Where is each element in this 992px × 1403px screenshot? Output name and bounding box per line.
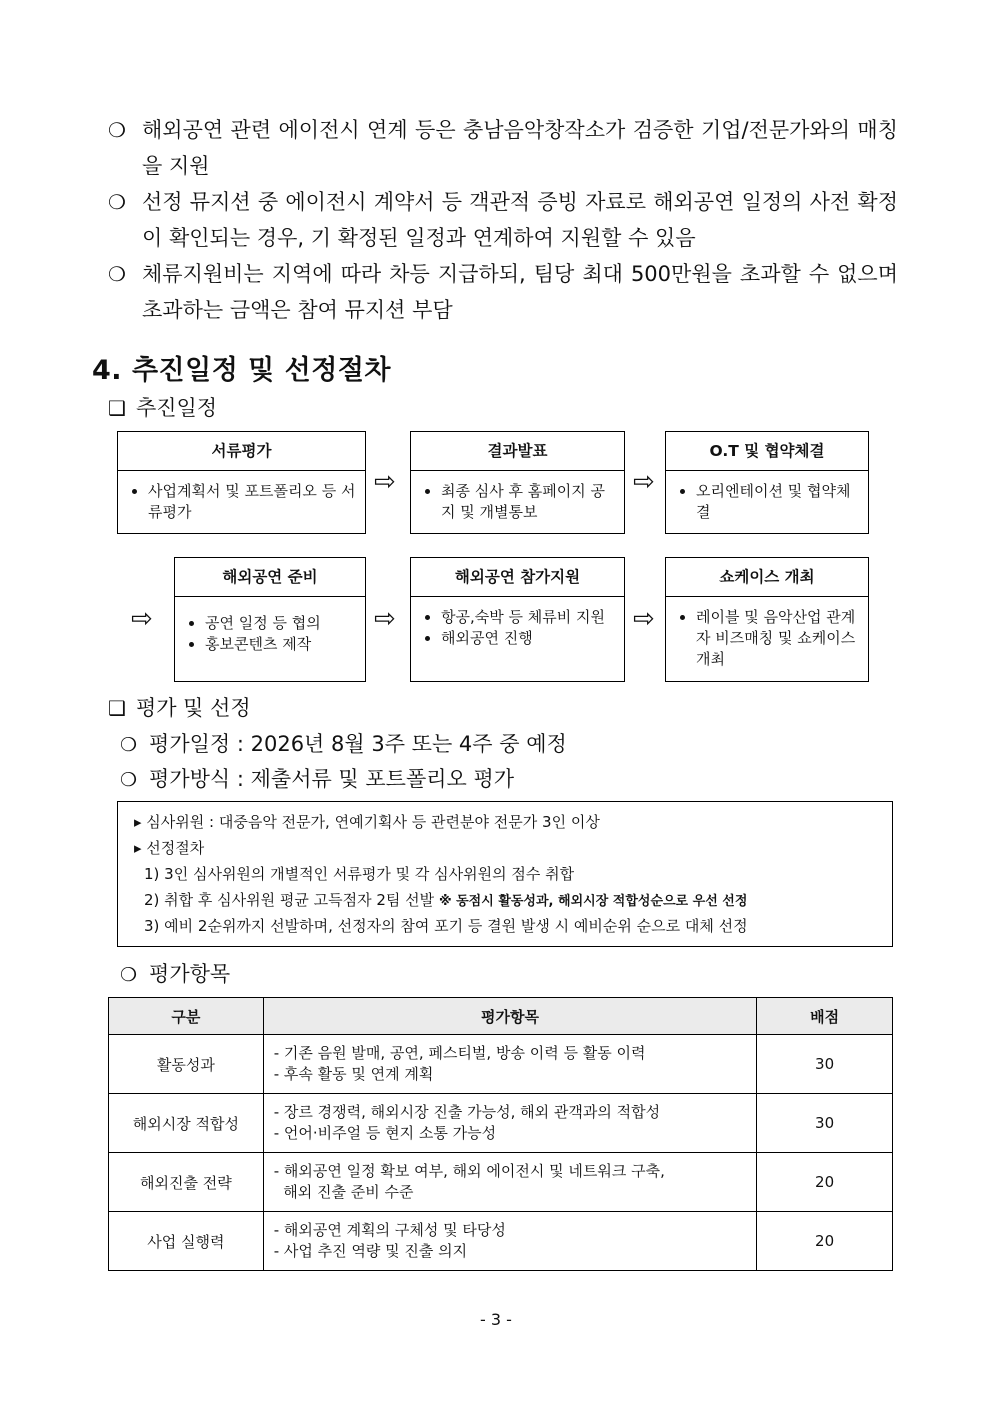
row-items [263, 1212, 756, 1271]
schedule-heading-text: 추진일정 [135, 396, 218, 420]
bullet-paragraph-3 [108, 256, 898, 328]
evaluation-method-text: 평가방식 : 제출서류 및 포트폴리오 평가 [149, 767, 515, 791]
step-box-participation [410, 557, 625, 682]
procedure-step-2 [134, 888, 892, 914]
paragraph-text: 체류지원비는 지역에 따라 차등 지급하되, 팀당 최대 500만원을 초과할 수 없으며 초과하는 금액은 참여 뮤지션 부담 [142, 262, 898, 322]
step-title: 해외공연 참가지원 [411, 558, 624, 597]
procedure-step-2-text: 2) 취합 후 심사위원 평균 고득점자 2팀 선발 [144, 891, 435, 909]
table-row [109, 1153, 893, 1212]
step-item: • 최종 심사 후 홈페이지 공지 및 개별통보 [441, 481, 616, 523]
table-row [109, 1035, 893, 1094]
evaluation-date [120, 728, 567, 758]
row-item: - 장르 경쟁력, 해외시장 진출 가능성, 해외 관객과의 적합성 [273, 1103, 661, 1121]
square-bullet-icon: ❑ [108, 696, 126, 720]
row-category: 사업 실행력 [109, 1212, 264, 1271]
table-row [109, 1212, 893, 1271]
step-box-showcase [665, 557, 869, 682]
header-category: 구분 [109, 998, 264, 1035]
row-score: 20 [757, 1153, 893, 1212]
step-title: 해외공연 준비 [175, 558, 365, 597]
step-item: • 홍보콘텐츠 제작 [205, 634, 357, 655]
page-number: - 3 - [480, 1310, 512, 1329]
row-category: 해외진출 전략 [109, 1153, 264, 1212]
row-items [263, 1094, 756, 1153]
selection-procedure-box [117, 801, 893, 947]
circle-bullet-icon: ❍ [120, 734, 138, 756]
step-box-announcement [410, 431, 625, 534]
row-item: - 해외공연 계획의 구체성 및 타당성 [273, 1221, 506, 1239]
bullet-paragraph-2 [108, 184, 898, 256]
bullet-paragraph-1 [108, 112, 898, 184]
row-category: 해외시장 적합성 [109, 1094, 264, 1153]
step-item: • 해외공연 진행 [441, 628, 616, 649]
row-item: - 해외공연 일정 확보 여부, 해외 에이전시 및 네트워크 구축, [273, 1162, 665, 1180]
circle-bullet-icon: ❍ [108, 118, 126, 142]
circle-bullet-icon: ❍ [108, 262, 126, 286]
step-item: • 항공,숙박 등 체류비 지원 [441, 607, 616, 628]
evaluation-date-text: 평가일정 : 2026년 8월 3주 또는 4주 중 예정 [149, 732, 567, 756]
header-items: 평가항목 [263, 998, 756, 1035]
procedure-line: ▸ 선정절차 [134, 839, 205, 857]
step-item: • 사업계획서 및 포트폴리오 등 서류평가 [148, 481, 357, 523]
circle-bullet-icon: ❍ [108, 190, 126, 214]
header-score: 배점 [757, 998, 893, 1035]
evaluation-items-heading-text: 평가항목 [149, 962, 231, 986]
circle-bullet-icon: ❍ [120, 964, 138, 986]
step-box-orientation [665, 431, 869, 534]
step-box-preparation [174, 557, 366, 682]
row-score: 30 [757, 1035, 893, 1094]
step-box-document-review [117, 431, 366, 534]
row-item: 해외 진출 준비 수준 [273, 1183, 414, 1201]
procedure-step-1: 1) 3인 심사위원의 개별적인 서류평가 및 각 심사위원의 점수 취합 [144, 865, 575, 883]
row-category: 활동성과 [109, 1035, 264, 1094]
flow-arrow-icon: ⇨ [131, 604, 153, 634]
step-title: O.T 및 협약체결 [666, 432, 868, 471]
tie-break-note: ※ 동점시 활동성과, 해외시장 적합성순으로 우선 선정 [438, 894, 748, 909]
step-item: • 공연 일정 등 협의 [205, 613, 357, 634]
step-item: • 오리엔테이션 및 협약체결 [696, 481, 860, 523]
flow-arrow-icon: ⇨ [374, 604, 396, 634]
evaluation-table [108, 997, 893, 1271]
row-score: 20 [757, 1212, 893, 1271]
step-title: 서류평가 [118, 432, 365, 471]
flow-arrow-icon: ⇨ [633, 604, 655, 634]
step-item: • 레이블 및 음악산업 관계자 비즈매칭 및 쇼케이스 개최 [696, 607, 860, 670]
row-item: - 기존 음원 발매, 공연, 페스티벌, 방송 이력 등 활동 이력 [273, 1044, 646, 1062]
square-bullet-icon: ❑ [108, 396, 126, 420]
step-title: 쇼케이스 개최 [666, 558, 868, 597]
evaluation-method [120, 763, 514, 793]
procedure-step-3: 3) 예비 2순위까지 선발하며, 선정자의 참여 포기 등 결원 발생 시 예비순위 순으로 대체 선정 [144, 917, 748, 935]
evaluation-items-heading [120, 958, 230, 988]
table-header-row [109, 998, 893, 1035]
table-row [109, 1094, 893, 1153]
row-items [263, 1153, 756, 1212]
section-title: 4. 추진일정 및 선정절차 [92, 355, 391, 386]
circle-bullet-icon: ❍ [120, 769, 138, 791]
row-items [263, 1035, 756, 1094]
row-item: - 사업 추진 역량 및 진출 의지 [273, 1242, 468, 1260]
paragraph-text: 해외공연 관련 에이전시 연계 등은 충남음악창작소가 검증한 기업/전문가와의 매칭을 지원 [142, 118, 898, 178]
row-score: 30 [757, 1094, 893, 1153]
evaluation-heading [108, 692, 251, 722]
step-title: 결과발표 [411, 432, 624, 471]
flow-arrow-icon: ⇨ [374, 467, 396, 497]
evaluation-heading-text: 평가 및 선정 [135, 696, 251, 720]
schedule-heading [108, 392, 217, 422]
flow-arrow-icon: ⇨ [633, 467, 655, 497]
judges-line: ▸ 심사위원 : 대중음악 전문가, 연예기획사 등 관련분야 전문가 3인 이상 [134, 813, 600, 831]
row-item: - 후속 활동 및 연계 계획 [273, 1065, 434, 1083]
paragraph-text: 선정 뮤지션 중 에이전시 계약서 등 객관적 증빙 자료로 해외공연 일정의 사전 확정이 확인되는 경우, 기 확정된 일정과 연계하여 지원할 수 있음 [142, 190, 898, 250]
row-item: - 언어·비주얼 등 현지 소통 가능성 [273, 1124, 497, 1142]
